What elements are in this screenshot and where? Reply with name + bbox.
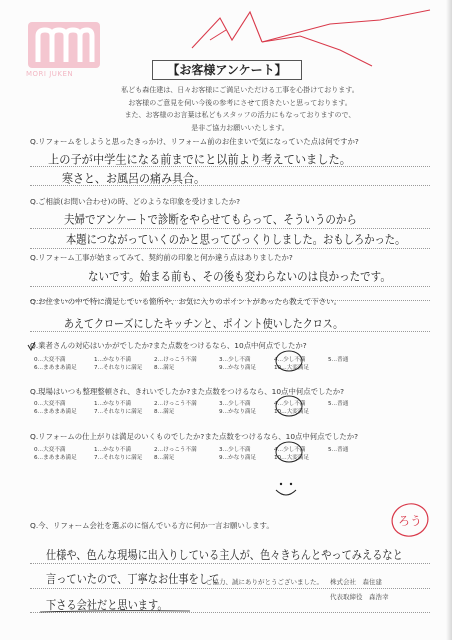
scale-option[interactable]: 8…満足: [154, 365, 175, 371]
scale-option[interactable]: 0…大変不満: [34, 401, 66, 407]
answer-rule: [30, 286, 430, 287]
rating-scale-q6: [34, 400, 394, 416]
scale-option[interactable]: 6…まあまあ満足: [34, 365, 77, 371]
page-edge: [446, 0, 452, 640]
answer-rule: [30, 228, 430, 229]
answer-rule: [30, 612, 430, 613]
rating-scale-q7: [34, 446, 394, 462]
answer-rule: [30, 331, 430, 332]
scale-option[interactable]: 7…それなりに満足: [94, 365, 143, 371]
scale-option[interactable]: 10…大変満足: [274, 365, 310, 371]
scale-option[interactable]: 0…大変不満: [34, 357, 66, 363]
answer-1-line-1: 上の子が中学生になる前までにと以前より考えていました。: [48, 152, 351, 167]
scale-option[interactable]: 2…けっこう不満: [154, 357, 197, 363]
answer-2-line-1: 夫婦でアンケートで診断をやらせてもらって、そういうのから: [64, 213, 357, 227]
intro-line: また、お客様のお言葉は私どもスタッフの活力にもなっておりますので、: [124, 111, 356, 119]
rating-scale-q5: [34, 356, 394, 372]
question-4: Q.お住まいの中で特に満足している箇所や、お気に入りのポイントがあったら教えて下さい。: [30, 297, 341, 306]
scale-option[interactable]: 9…かなり満足: [219, 409, 257, 415]
scale-option[interactable]: 5…普通: [328, 401, 349, 407]
scale-option[interactable]: 0…大変不満: [34, 447, 66, 453]
scale-option[interactable]: 4…少し不満: [274, 447, 306, 453]
thanks-text: ご協力、誠にありがとうございました。: [206, 578, 323, 586]
answer-2-line-2: 本題につながっていくのかと思ってびっくりしました。おもしろかった。: [66, 233, 406, 247]
scale-option[interactable]: 6…まあまあ満足: [34, 455, 77, 461]
answer-rule: [30, 563, 430, 564]
question-6: Q.現場はいつも整理整頓され、きれいでしたか?また点数をつけるなら、10点中何点でしたか?: [30, 387, 345, 396]
survey-title: 【お客様アンケート】: [152, 60, 302, 80]
question-7: Q.リフォームの仕上がりは満足のいくものでしたか?また点数をつけるなら、10点中何点でしたか?: [30, 432, 359, 441]
scale-option[interactable]: 10…大変満足: [274, 409, 310, 415]
scale-option[interactable]: 9…かなり満足: [219, 455, 257, 461]
scale-option[interactable]: 2…けっこう不満: [154, 401, 197, 407]
answer-4-line-1: あえてクローズにしたキッチンと、ポイント使いしたクロス。: [64, 318, 344, 332]
question-3: Q.リフォーム工事が始まってみて、契約前の印象と何か違う点はありましたか?: [30, 253, 293, 262]
scale-option[interactable]: 3…少し不満: [219, 401, 251, 407]
scale-option[interactable]: 2…けっこう不満: [154, 447, 197, 453]
answer-rule: [30, 166, 430, 167]
scale-option[interactable]: 4…少し不満: [274, 401, 306, 407]
intro-text: [60, 84, 420, 134]
scale-option[interactable]: 7…それなりに満足: [94, 409, 143, 415]
answer-1-line-2: 寒さと、お風呂の痛み具合。: [62, 171, 205, 186]
scale-option[interactable]: 7…それなりに満足: [94, 455, 143, 461]
stamp-text: ろう: [398, 514, 423, 528]
scale-option[interactable]: 5…普通: [328, 447, 349, 453]
answer-rule: [30, 185, 430, 186]
answer-8-line-1: 仕様や、色んな現場に出入りしている主人が、色々きちんとやってみえるなと: [46, 549, 403, 563]
intro-line: お客様のご意見を伺い今後の参考にさせて頂きたいと思っております。: [128, 98, 352, 107]
answer-3-line-1: ないです。始まる前も、その後も変わらないのは良かったです。: [88, 270, 391, 284]
representative: 代表取締役 森浩幸: [330, 593, 389, 601]
scale-option[interactable]: 1…かなり不満: [94, 357, 132, 363]
company-logo: [28, 22, 100, 68]
stamp-circle: [388, 500, 431, 540]
company-name: 株式会社 森住建: [330, 578, 382, 586]
question-2: Q.ご相談(お問い合わせ)の時、どのような印象を受けましたか?: [30, 197, 241, 206]
scale-option[interactable]: 4…少し不満: [274, 357, 306, 363]
scale-option[interactable]: 5…普通: [328, 357, 349, 363]
scale-option[interactable]: 1…かなり不満: [94, 447, 132, 453]
intro-line: 私ども森住建は、日々お客様にご満足いただける工事を心掛けております。: [121, 86, 359, 94]
intro-line: 是非ご協力お願いいたします。: [191, 123, 289, 132]
scale-option[interactable]: 9…かなり満足: [219, 365, 257, 371]
answer-8-line-3: 下さる会社だと思います。: [46, 599, 168, 613]
scale-option[interactable]: 8…満足: [154, 409, 175, 415]
scale-option[interactable]: 8…満足: [154, 455, 175, 461]
scale-option[interactable]: 3…少し不満: [219, 447, 251, 453]
logo-text: MORI JUKEN: [26, 70, 74, 78]
answer-rule: [30, 248, 430, 249]
question-8: Q.今、リフォーム会社を選ぶのに悩んでいる方に何か一言お願いします。: [30, 521, 274, 530]
scale-option[interactable]: 3…少し不満: [219, 357, 251, 363]
scale-option[interactable]: 1…かなり不満: [94, 401, 132, 407]
answer-rule: [30, 588, 430, 589]
scale-option[interactable]: 6…まあまあ満足: [34, 409, 77, 415]
question-5: Q.業者さんの対応はいかがでしたか?また点数をつけるなら、10点中何点でしたか?: [30, 341, 307, 350]
question-1: Q.リフォームをしようと思ったきっかけ、リフォーム前のお住まいで気になっていた点は何ですか?: [30, 137, 359, 146]
scale-option[interactable]: 10…大変満足: [274, 455, 310, 461]
answer-8-line-2: 言っていたので、丁寧なお仕事をして: [46, 573, 220, 587]
